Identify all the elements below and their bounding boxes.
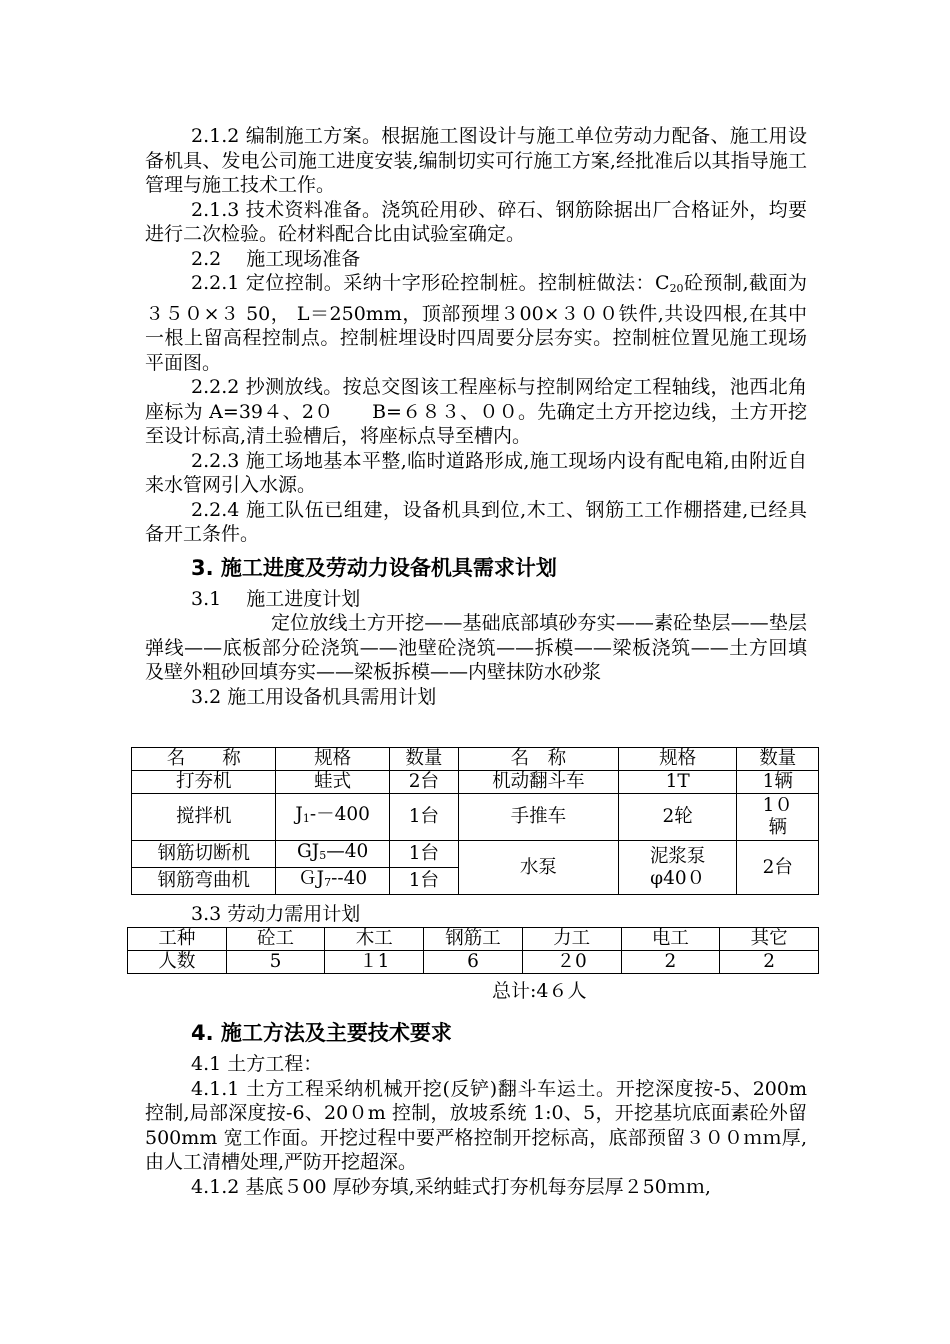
- table-cell: GJ5—40: [276, 841, 389, 868]
- table-cell: 机动翻斗车: [458, 771, 618, 794]
- heading-3-3: 3.3 劳动力需用计划: [191, 903, 361, 925]
- labor-total: 总计:4６人: [492, 980, 587, 1002]
- table-cell: 力工: [522, 928, 621, 951]
- table-cell: 工种: [128, 928, 227, 951]
- para-2-1-3: 2.1.3 技术资料准备。浇筑砼用砂、碎石、钢筋除据出厂合格证外，均要进行二次检验。砼材料配合比由试验室确定。: [145, 198, 807, 245]
- heading-3-1: 3.1 施工进度计划: [191, 587, 361, 610]
- table-cell: 钢筋弯曲机: [132, 868, 276, 895]
- table-header-row: [128, 928, 819, 951]
- table-cell: 2台: [389, 771, 458, 794]
- table-cell: 木工: [325, 928, 424, 951]
- table-cell: 数量: [737, 748, 819, 771]
- heading-4: 4. 施工方法及主要技术要求: [191, 1021, 452, 1045]
- table-cell: 蛙式: [276, 771, 389, 794]
- para-2-2-3: 2.2.3 施工场地基本平整,临时道路形成,施工现场内设有配电箱,由附近自来水管网引入水源。: [145, 449, 807, 496]
- table-cell: 规格: [618, 748, 737, 771]
- heading-3: 3. 施工进度及劳动力设备机具需求计划: [191, 555, 557, 580]
- table-row: [128, 951, 819, 974]
- table-row: [132, 771, 819, 794]
- table-cell: 其它: [720, 928, 819, 951]
- table-cell: 名 称: [458, 748, 618, 771]
- table-cell: 钢筋工: [424, 928, 523, 951]
- body-section-4: [145, 1012, 807, 1199]
- table-cell: 搅拌机: [132, 794, 276, 841]
- table-row: [132, 841, 819, 868]
- labor-table: [127, 927, 819, 974]
- table-cell: 6: [424, 951, 523, 974]
- table-cell: J1-－400: [276, 794, 389, 841]
- table-cell: 5: [226, 951, 325, 974]
- table-cell: 1０辆: [737, 794, 819, 841]
- table-cell: 数量: [389, 748, 458, 771]
- heading-3-2: 3.2 施工用设备机具需用计划: [191, 685, 437, 708]
- heading-2-2: 2.2 施工现场准备: [191, 247, 361, 270]
- table-cell: 2轮: [618, 794, 737, 841]
- table-cell: 电工: [621, 928, 720, 951]
- para-2-2-1: 2.2.1 定位控制。采纳十字形砼控制桩。控制桩做法：$C_{20}$砼预制,截面为３５０×３ 50， L＝250mm，顶部预埋３00×３００铁件,共设四根,在其中一根上留高程控制点。控制桩埋设时四周要分层夯实。控制桩位置见施工现场平面图。: [145, 272, 807, 374]
- table-cell: 1T: [618, 771, 737, 794]
- table-cell: 2: [720, 951, 819, 974]
- table-cell: 名 称: [132, 748, 276, 771]
- table-cell: 砼工: [226, 928, 325, 951]
- table-cell: １1: [325, 951, 424, 974]
- para-3-1-schedule: 定位放线土方开挖——基础底部填砂夯实——素砼垫层——垫层弹线——底板部分砼浇筑——池壁砼浇筑——拆模——梁板浇筑——土方回填及壁外粗砂回填夯实——梁板拆模——内壁抹防水砂浆: [145, 612, 807, 683]
- table-cell: 人数: [128, 951, 227, 974]
- table-cell: 泥浆泵φ40０: [618, 841, 737, 895]
- table-cell: 手推车: [458, 794, 618, 841]
- table-cell: 水泵: [458, 841, 618, 895]
- table-cell: ２0: [522, 951, 621, 974]
- heading-4-1: 4.1 土方工程：: [191, 1053, 323, 1075]
- table-cell: 钢筋切断机: [132, 841, 276, 868]
- para-2-2-4: 2.2.4 施工队伍已组建，设备机具到位,木工、钢筋工工作棚搭建,已经具备开工条件。: [145, 498, 807, 545]
- table-cell: 1辆: [737, 771, 819, 794]
- para-4-1-1: 4.1.1 土方工程采纳机械开挖(反铲)翻斗车运土。开挖深度按-5、200m 控制,局部深度按-6、20０m 控制，放坡系统 1:0、5，开挖基坑底面素砼外留 500mm 宽工作面。开挖过程中要严格控制开挖标高，底部预留３００ｍｍ厚,由人工清槽处理,严防开挖超深。: [145, 1077, 807, 1173]
- table-cell: 2: [621, 951, 720, 974]
- table-cell: 规格: [276, 748, 389, 771]
- table-cell: ＧJ7--40: [276, 868, 389, 895]
- table-cell: 1台: [389, 868, 458, 895]
- table-row: [132, 794, 819, 841]
- equipment-table: [131, 747, 819, 895]
- para-4-1-2: 4.1.2 基底５00 厚砂夯填,采纳蛙式打夯机每夯层厚２50ｍｍ,: [191, 1175, 711, 1198]
- table-cell: 打夯机: [132, 771, 276, 794]
- para-2-1-2: 2.1.2 编制施工方案。根据施工图设计与施工单位劳动力配备、施工用设备机具、发电公司施工进度安装,编制切实可行施工方案,经批准后以其指导施工管理与施工技术工作。: [145, 125, 807, 196]
- table-cell: 2台: [737, 841, 819, 895]
- table-cell: 1台: [389, 794, 458, 841]
- para-2-2-2: 2.2.2 抄测放线。按总交图该工程座标与控制网给定工程轴线，池西北角座标为 A=39４、2０ B=６８３、００。先确定土方开挖边线，土方开挖至设计标高,清土验槽后，将座标点导至槽内。: [145, 376, 807, 447]
- body-section-2: [145, 124, 807, 709]
- table-header-row: [132, 748, 819, 771]
- table-cell: 1台: [389, 841, 458, 868]
